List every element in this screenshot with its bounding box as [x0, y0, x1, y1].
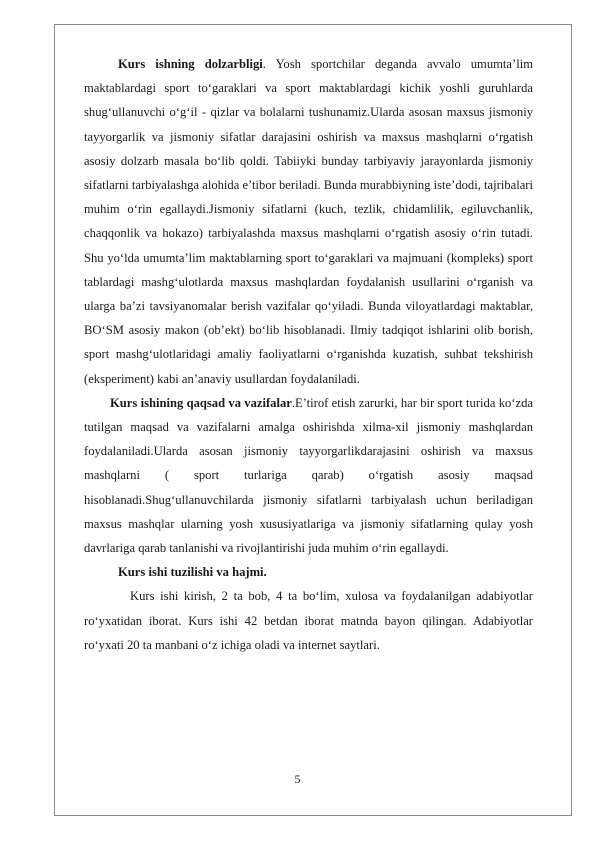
goals-paragraph [84, 391, 533, 560]
page-number: 5 [294, 772, 301, 786]
document-body [84, 52, 533, 657]
relevance-paragraph [84, 52, 533, 391]
relevance-heading: Kurs ishning dolzarbligi [118, 57, 263, 71]
goals-heading: Kurs ishining qaqsad va vazifalar [110, 395, 292, 410]
structure-paragraph: Kurs ishi kirish, 2 ta bob, 4 ta bo‘lim, xulosa va foydalanilgan adabiyotlar ro‘yxatidan iborat. Kurs ishi 42 betdan iborat matnda bayon qilingan. Adabiyotlar ro‘yxati 20 ta manbani o‘z ichiga oladi va internet saytlari. [84, 589, 533, 652]
structure-heading: Kurs ishi tuzilishi va hajmi. [118, 565, 267, 580]
relevance-text: . Yosh sportchilar deganda avvalo umumta’lim maktablardagi sport to‘garaklari va sport maktablardagi kichik yoshli guruhlarda shug‘ullanuvchi o‘g‘il - qizlar va bolalarni tushunamiz.Ularda asosan maxsus jismoniy tayyorgarlik va jismoniy sifatlar darajasini oshirish va maxsus mashqlarni o‘rgatish asosiy dolzarb masala bo‘lib qoldi. Tabiiyki bunday tarbiyaviy jarayonlarda jismoniy sifatlarni tarbiyalashga alohida e’tibor beriladi. Bunda murabbiyning iste’dodi, tajribalari muhim o‘rin egallaydi.Jismoniy sifatlarni (kuch, tezlik, chidamlilik, egiluvchanlik, chaqqonlik va hokazo) tarbiyalashda maxsus mashqlarni o‘rgatish asosiy o‘rin tutadi. Shu yo‘lda umumta’lim maktablarning sport to‘garaklari va majmuani (kompleks) sport tablardagi mashg‘ulotlarda maxsus mashqlardan foydalanish usullarini o‘rganish va ularga ba’zi tavsiyanomalar berish vazifalar qo‘yiladi. Bunda viloyatlardagi maktablar, BO‘SM asosiy makon (ob’ekt) bo‘lib hisoblanadi. Ilmiy tadqiqot ishlarini olib borish, sport mashg‘ulotlaridagi amaliy faoliyatlarni o‘rganishda kuzatish, suhbat tekshirish (eksperiment) kabi an’anaviy usullardan foydalaniladi. [84, 57, 533, 386]
goals-text: .E’tirof etish zarurki, har bir sport turida ko‘zda tutilgan maqsad va vazifalarni amalga oshirishda xilma-xil jismoniy mashqlardan foydalaniladi.Ularda asosan jismoniy tayyorgarlikdarajasini oshirish va maxsus mashqlarni ( sport turlariga qarab) o‘rgatish asosiy maqsad hisoblanadi.Shug‘ullanuvchilarda jismoniy sifatlarni tarbiyalash uchun beriladigan maxsus mashqlar ularning yosh xususiyatlariga va jismoniy sifatlarning qulay yosh davrlariga qarab tanlanishi va rivojlantirishi juda muhim o‘rin egallaydi. [84, 395, 533, 556]
